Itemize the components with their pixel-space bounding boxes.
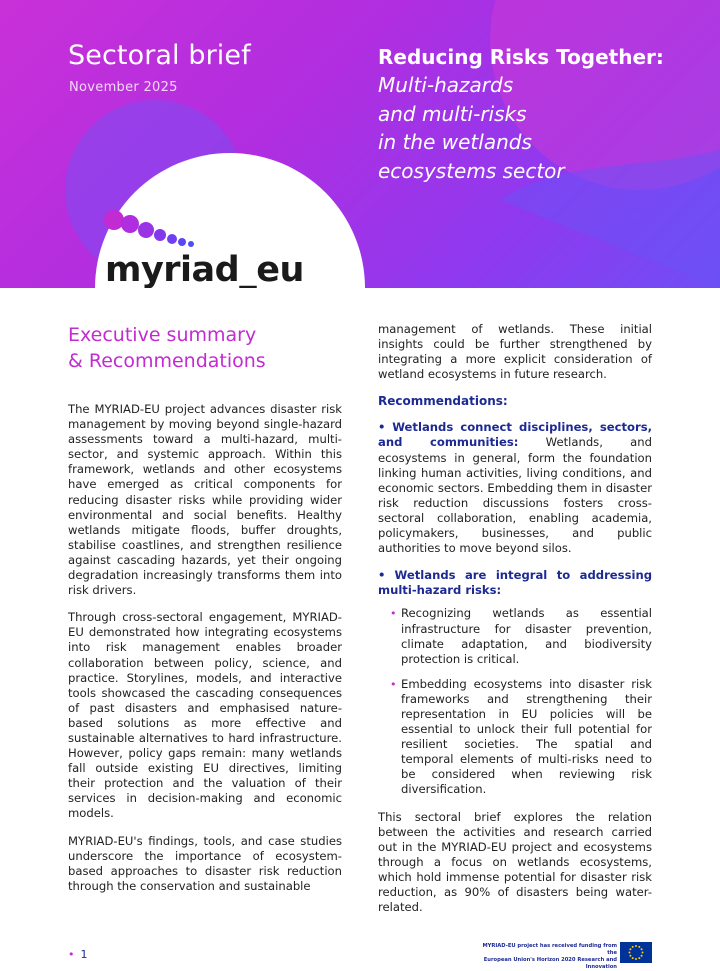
recommendation-2 bbox=[378, 568, 652, 598]
left-column bbox=[68, 322, 342, 906]
summary-paragraph: The MYRIAD-EU project advances disaster risk management by moving beyond single-hazard assessments toward a multi-hazard, multi-sector, and systemic approach. Within this framework, wetlands and other ecosystems have emerged as critical components for reducing disaster risks while providing wider environmental and social benefits. Healthy wetlands mitigate floods, buffer droughts, stabilise coastlines, and strengthen resilience against cascading hazards, yet their ongoing degradation increasingly transforms them into risk drivers. bbox=[68, 402, 342, 598]
brief-date: November 2025 bbox=[69, 80, 178, 95]
header-banner bbox=[0, 0, 720, 288]
page-number-value: 1 bbox=[80, 948, 88, 961]
recommendation-2-list bbox=[378, 606, 652, 797]
subtitle bbox=[378, 71, 708, 185]
logo-mark bbox=[100, 208, 210, 252]
funding-line: European Union's Horizon 2020 Research and Innovation bbox=[483, 957, 617, 970]
executive-summary-heading bbox=[68, 322, 342, 374]
bullet-icon: • bbox=[390, 607, 397, 621]
bullet-icon: • bbox=[390, 677, 397, 691]
list-item-text: Recognizing wetlands as essential infrastructure for disaster prevention, climate adaptation, and biodiversity protection is critical. bbox=[401, 606, 652, 666]
brief-title: Sectoral brief bbox=[68, 40, 251, 71]
recommendation-1-text: Wetlands, and ecosystems in general, form the foundation linking human activities, living conditions, and economic sectors. Embedding them in disaster risk reduction discussions fosters cross-sectoral collaboration, enabling academia, policymakers, businesses, and public authorities to move beyond silos. bbox=[378, 435, 652, 556]
funding-notice bbox=[472, 943, 617, 971]
page-number bbox=[68, 948, 88, 961]
heading-line: Executive summary bbox=[68, 324, 257, 346]
funding-line: MYRIAD-EU project has received funding from the bbox=[482, 943, 617, 956]
recommendation-1 bbox=[378, 420, 652, 556]
logo-wordmark: myriad_eu bbox=[105, 250, 304, 288]
subtitle-line: Multi-hazards bbox=[378, 73, 514, 97]
bullet-icon: • bbox=[378, 568, 386, 583]
list-item bbox=[390, 677, 652, 798]
heading-line: & Recommendations bbox=[68, 350, 266, 372]
right-column bbox=[378, 322, 652, 927]
closing-paragraph: This sectoral brief explores the relation between the activities and research carried out in the MYRIAD-EU project and ecosystems through a focus on wetlands ecosystems, which hold immense potential for disaster risk reduction, as 90% of disasters being water-related. bbox=[378, 809, 652, 915]
list-item-text: Embedding ecosystems into disaster risk frameworks and strengthening their representation in EU policies will be essential to unlock their full potential for resilient societies. The spatial and temporal elements of multi-risks need to be considered when reviewing risk diversification. bbox=[401, 676, 652, 797]
recommendations-heading: Recommendations: bbox=[378, 394, 508, 409]
intro-paragraph: management of wetlands. These initial insights could be further strengthened by integrating a more explicit consideration of wetland ecosystems in future research. bbox=[378, 322, 652, 382]
main-title: Reducing Risks Together: bbox=[378, 45, 664, 69]
bullet-icon: • bbox=[378, 420, 386, 435]
subtitle-line: ecosystems sector bbox=[378, 158, 565, 183]
recommendation-1-title: Wetlands connect disciplines, sectors, and communities: bbox=[378, 420, 653, 450]
subtitle-line: in the wetlands bbox=[378, 130, 532, 154]
subtitle-line: and multi-risks bbox=[378, 101, 527, 126]
recommendation-2-title: Wetlands are integral to addressing multi-hazard risks: bbox=[378, 568, 652, 598]
list-item bbox=[390, 606, 652, 666]
summary-paragraph: Through cross-sectoral engagement, MYRIAD-EU demonstrated how integrating ecosystems into risk management enables broader collaboration between policy, science, and practice. Storylines, models, and interactive tools showcased the cascading consequences of past disasters and emphasised nature-based solutions as more effective and sustainable alternatives to hard infrastructure. However, policy gaps remain: many wetlands fall outside existing EU directives, limiting their protection and the valuation of their services in decision-making and economic models. bbox=[68, 610, 342, 821]
page-dot-icon: • bbox=[68, 948, 75, 961]
summary-paragraph: MYRIAD-EU's findings, tools, and case studies underscore the importance of ecosystem-based approaches to disaster risk reduction through the conservation and sustainable bbox=[68, 833, 342, 893]
logo-dots-icon bbox=[100, 208, 210, 248]
